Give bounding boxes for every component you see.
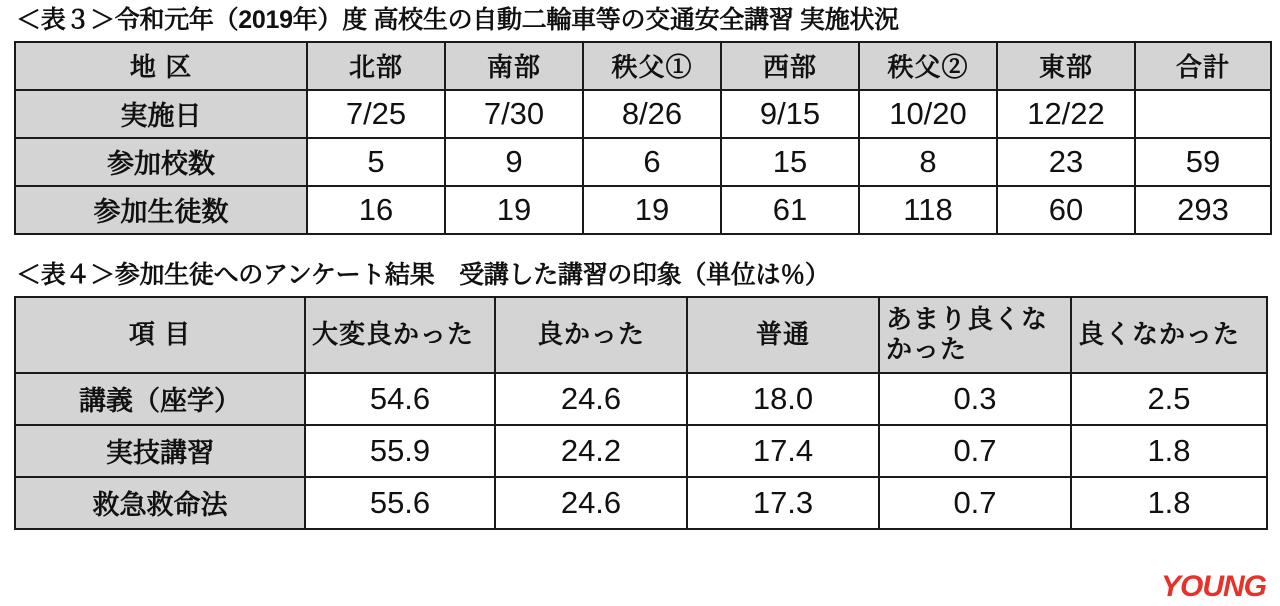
table-row — [15, 373, 1267, 425]
table4-cell: 17.3 — [687, 477, 879, 529]
table4-col-header: あまり良くなかった — [879, 297, 1071, 373]
table4-cell: 24.6 — [495, 477, 687, 529]
table3-col-header: 北部 — [307, 42, 445, 90]
table3-col-header: 西部 — [721, 42, 859, 90]
table3-cell: 8 — [859, 138, 997, 186]
table-survey-implementation — [14, 41, 1272, 235]
table3-col-header: 秩父① — [583, 42, 721, 90]
table4-cell: 2.5 — [1071, 373, 1267, 425]
table-row — [15, 477, 1267, 529]
table4-row-label: 実技講習 — [15, 425, 305, 477]
table3-cell: 7/25 — [307, 90, 445, 138]
table4-cell: 24.6 — [495, 373, 687, 425]
table3-cell: 59 — [1135, 138, 1271, 186]
table3-cell: 293 — [1135, 186, 1271, 234]
table-row — [15, 186, 1271, 234]
table3-caption: ＜表３＞令和元年（2019年）度 高校生の自動二輪車等の交通安全講習 実施状況 — [16, 6, 899, 34]
table4-cell: 1.8 — [1071, 425, 1267, 477]
table4-cell: 54.6 — [305, 373, 495, 425]
table-row — [15, 90, 1271, 138]
table4-cell: 1.8 — [1071, 477, 1267, 529]
table3-cell: 12/22 — [997, 90, 1135, 138]
table3-col-header: 東部 — [997, 42, 1135, 90]
table3-col-header: 秩父② — [859, 42, 997, 90]
table3-cell: 10/20 — [859, 90, 997, 138]
table3-cell: 5 — [307, 138, 445, 186]
table3-cell: 19 — [583, 186, 721, 234]
table4-row-label: 講義（座学） — [15, 373, 305, 425]
table-row — [15, 138, 1271, 186]
table4-cell: 24.2 — [495, 425, 687, 477]
table3-cell: 8/26 — [583, 90, 721, 138]
table3-col-header: 合計 — [1135, 42, 1271, 90]
table3-cell: 9 — [445, 138, 583, 186]
table3-cell: 61 — [721, 186, 859, 234]
table4-col-header: 普通 — [687, 297, 879, 373]
table-row-header — [15, 297, 1267, 373]
table3-cell: 7/30 — [445, 90, 583, 138]
table3-cell: 15 — [721, 138, 859, 186]
table4-col-header: 良くなかった — [1071, 297, 1267, 373]
table4-cell: 0.7 — [879, 477, 1071, 529]
table3-cell — [1135, 90, 1271, 138]
table3-cell: 9/15 — [721, 90, 859, 138]
table3-col-header: 地 区 — [15, 42, 307, 90]
table3-col-header: 南部 — [445, 42, 583, 90]
table4-cell: 17.4 — [687, 425, 879, 477]
table4-col-header: 良かった — [495, 297, 687, 373]
table-row-header — [15, 42, 1271, 90]
table3-cell: 23 — [997, 138, 1135, 186]
table4-cell: 18.0 — [687, 373, 879, 425]
table4-col-header: 項 目 — [15, 297, 305, 373]
table-survey-impression — [14, 296, 1268, 530]
table3-cell: 19 — [445, 186, 583, 234]
table4-caption: ＜表４＞参加生徒へのアンケート結果 受講した講習の印象（単位は％） — [16, 260, 830, 289]
table3-row-label: 参加生徒数 — [15, 186, 307, 234]
table4-cell: 55.9 — [305, 425, 495, 477]
table-row — [15, 425, 1267, 477]
table4-col-header: 大変良かった — [305, 297, 495, 373]
table4-cell: 0.3 — [879, 373, 1071, 425]
table3-row-label: 参加校数 — [15, 138, 307, 186]
table3-cell: 60 — [997, 186, 1135, 234]
table4-cell: 55.6 — [305, 477, 495, 529]
table4-row-label: 救急救命法 — [15, 477, 305, 529]
table3-cell: 118 — [859, 186, 997, 234]
table3-cell: 6 — [583, 138, 721, 186]
table3-row-label: 実施日 — [15, 90, 307, 138]
table4-cell: 0.7 — [879, 425, 1071, 477]
watermark-logo: YOUNG — [1160, 570, 1266, 603]
table3-cell: 16 — [307, 186, 445, 234]
